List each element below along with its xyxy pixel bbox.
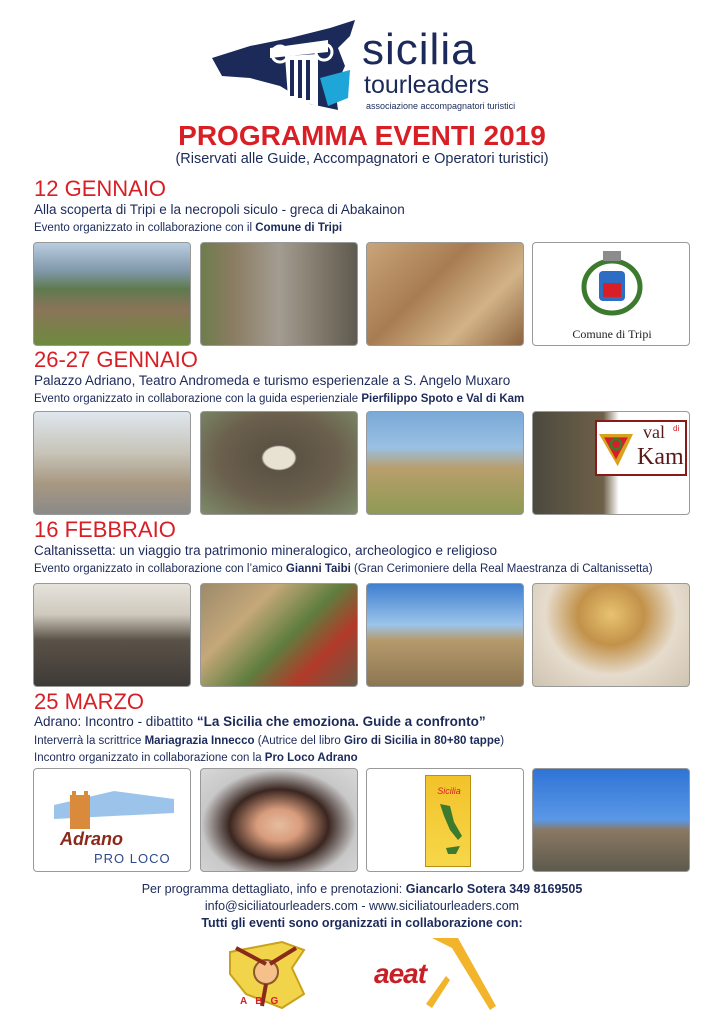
event-2-title: Palazzo Adriano, Teatro Andromeda e turismo esperienzale a S. Angelo Muxaro: [34, 373, 511, 388]
event-2-organizer: Evento organizzato in collaborazione con la guida esperienziale Pierfilippo Spoto e Val di Kam: [34, 393, 525, 405]
photo-mineral-museum: [33, 583, 191, 687]
book-cover: [425, 775, 471, 867]
photo-teatro-andromeda: [200, 411, 358, 515]
page-subtitle: (Riservati alle Guide, Accompagnatori e Operatori turistici): [175, 151, 549, 167]
event-3-photos: [33, 583, 693, 687]
comune-di-tripi-label: Comune di Tripi: [572, 327, 652, 341]
event-4-title: Adrano: Incontro - dibattito “La Sicilia che emoziona. Guide a confronto”: [34, 714, 486, 729]
val-di-kam-mark-icon: [599, 434, 633, 468]
partners-heading: Tutti gli eventi sono organizzati in collaborazione con:: [201, 916, 523, 930]
val-label: val: [643, 422, 665, 442]
photo-necropolis: [200, 242, 358, 346]
event-3-organizer: Evento organizzato in collaborazione con l’amico Gianni Taibi (Gran Cerimoniere della Real Maestranza di Caltanissetta): [34, 563, 653, 575]
header: [0, 0, 724, 120]
event-4-organizer: Incontro organizzato in collaborazione con la Pro Loco Adrano: [34, 752, 358, 764]
photo-mariagrazia-innecco: [200, 768, 358, 872]
book-title: Sicilia: [437, 786, 461, 796]
val-di-kam-logo: [595, 420, 687, 476]
photo-val-di-kam-guide: [532, 411, 690, 515]
photo-book-cover: [366, 768, 524, 872]
event-3-date: 16 FEBBRAIO: [34, 517, 176, 542]
event-2-date: 26-27 GENNAIO: [34, 347, 198, 372]
event-4-speaker: Interverrà la scrittrice Mariagrazia Innecco (Autrice del libro Giro di Sicilia in 80+80 tappe): [34, 735, 505, 747]
brand-name: sicilia: [362, 25, 477, 74]
photo-church-altar: [532, 583, 690, 687]
aeat-text: aeat: [374, 958, 427, 989]
partner-logo-aeat: [372, 934, 498, 1014]
photo-sant-angelo-muxaro: [366, 411, 524, 515]
brand-subname: tourleaders: [364, 71, 490, 99]
event-4-date: 25 MARZO: [34, 689, 145, 714]
sicily-column-logo: [210, 18, 360, 113]
page-title: PROGRAMMA EVENTI 2019: [178, 120, 546, 151]
event-1-organizer: Evento organizzato in collaborazione con il Comune di Tripi: [34, 222, 343, 234]
event-1-title: Alla scoperta di Tripi e la necropoli siculo - greca di Abakainon: [34, 202, 405, 217]
event-1-photos: [33, 242, 693, 346]
event-4-photos: [33, 768, 693, 872]
partner-logo-abg: [222, 934, 310, 1014]
web-contacts: info@siciliatourleaders.com - www.siciliatourleaders.com: [204, 899, 520, 913]
photo-ancient-columns: [366, 242, 524, 346]
di-label: di: [673, 424, 680, 433]
kam-label: Kam: [637, 444, 684, 470]
adrano-label: Adrano: [60, 829, 123, 849]
abg-letters: ABG: [240, 996, 287, 1007]
photo-tripi-village: [33, 242, 191, 346]
pro-loco-label: PRO LOCO: [94, 851, 171, 866]
photo-adrano-castle: [532, 768, 690, 872]
event-3-title: Caltanissetta: un viaggio tra patrimonio mineralogico, archeologico e religioso: [34, 543, 498, 558]
event-2-photos: [33, 411, 693, 515]
photo-romanesque-church: [366, 583, 524, 687]
logo-comune-di-tripi: [532, 242, 690, 346]
contact-line: Per programma dettagliato, info e prenotazioni: Giancarlo Sotera 349 8169505: [141, 882, 583, 896]
event-1-date: 12 GENNAIO: [34, 176, 167, 201]
italy-map-icon: [426, 802, 472, 862]
brand-tagline: associazione accompagnatori turistici: [366, 101, 516, 111]
photo-religious-procession: [200, 583, 358, 687]
logo-pro-loco-adrano: [33, 768, 191, 872]
photo-palazzo-adriano: [33, 411, 191, 515]
